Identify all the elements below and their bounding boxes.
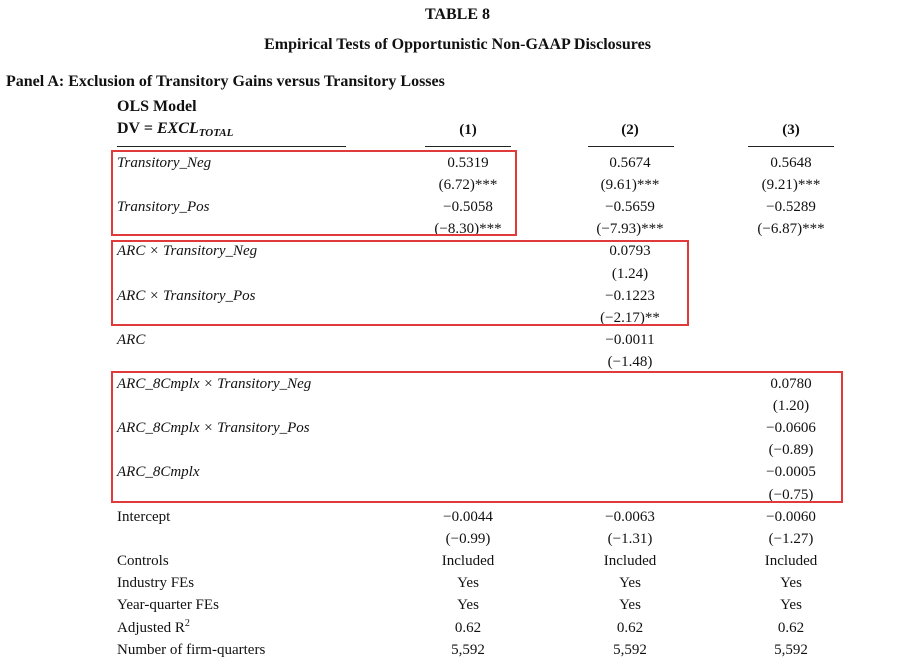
row-label (117, 574, 194, 592)
table-cell-col1: −0.5058 (443, 199, 493, 216)
table-cell-col2: 0.62 (616, 620, 644, 636)
table-cell-col2: Yes (619, 575, 641, 591)
highlight-box-transitory (111, 150, 517, 236)
row-label-text: Year-quarter FEs (117, 597, 219, 613)
table-cell-col3: Yes (780, 597, 802, 613)
table-cell-col2: Included (603, 553, 657, 569)
table-cell-col2: (−1.48) (607, 353, 653, 370)
table-cell-col2: (−2.17)** (600, 309, 660, 326)
table-cell-col1: (6.72)*** (438, 177, 498, 194)
table-cell-col2: Yes (619, 597, 641, 613)
row-label-text: ARC_8Cmplx × Transitory_Pos (117, 420, 310, 437)
row-label-text: ARC_8Cmplx × Transitory_Neg (117, 376, 312, 392)
table-cell-col1: 5,592 (451, 642, 485, 658)
row-label-superscript: 2 (184, 618, 190, 629)
table-cell-col2: −0.5659 (605, 199, 655, 216)
table-cell-col2: 5,592 (613, 642, 647, 658)
table-cell-col1: 0.5319 (447, 155, 489, 171)
table-cell-col3: (9.21)*** (761, 177, 821, 194)
table-cell-col3: −0.0060 (766, 508, 816, 525)
table-cell-col2: (9.61)*** (600, 177, 660, 194)
table-cell-col2: 0.5674 (609, 155, 651, 171)
highlight-box-arc-8cmplx (111, 371, 843, 503)
table-cell-col1: Yes (457, 575, 479, 591)
row-label (117, 596, 219, 614)
row-label-text: Transitory_Neg (117, 155, 212, 171)
table-cell-col1: (−8.30)*** (434, 221, 502, 238)
table-cell-col3: 0.62 (777, 620, 805, 636)
column-header-2: (2) (621, 122, 639, 138)
table-cell-col2: −0.0063 (605, 508, 655, 525)
row-label-text: ARC × Transitory_Neg (117, 243, 258, 260)
table-cell-col1: −0.0044 (443, 508, 493, 525)
table-cell-col1: Included (441, 553, 495, 569)
dv-variable: EXCL (156, 120, 199, 137)
table-cell-col2: (−7.93)*** (596, 221, 664, 238)
header-rule-col1 (425, 146, 511, 147)
table-cell-col2: 0.0793 (609, 243, 651, 260)
dv-label: DV = (117, 120, 157, 137)
table-cell-col3: Included (764, 553, 818, 569)
table-cell-col1: Yes (457, 597, 479, 613)
model-label: OLS Model (117, 98, 197, 115)
table-cell-col3: 5,592 (774, 642, 808, 658)
row-label-text: ARC (117, 331, 146, 348)
table-title: TABLE 8 (424, 6, 491, 23)
table-cell-col1: (−0.99) (445, 530, 491, 547)
row-label-text: ARC_8Cmplx (117, 464, 200, 481)
table-cell-col2: −0.1223 (605, 287, 655, 304)
row-label (117, 619, 190, 639)
table-cell-col3: (1.20) (772, 398, 810, 415)
row-label (117, 508, 170, 526)
panel-title: Panel A: Exclusion of Transitory Gains versus Transitory Losses (6, 73, 445, 90)
header-rule-col2 (588, 146, 674, 147)
column-header-1: (1) (459, 122, 477, 138)
row-label (117, 641, 265, 659)
table-cell-col2: −0.0011 (605, 331, 655, 348)
table-cell-col3: (−1.27) (768, 530, 814, 547)
row-label-text: Adjusted R (117, 620, 185, 636)
table-cell-col3: −0.0005 (766, 464, 816, 481)
row-label (117, 552, 169, 570)
table-cell-col3: −0.5289 (766, 199, 816, 216)
header-rule-label (117, 146, 346, 147)
table-cell-col3: −0.0606 (766, 420, 816, 437)
table-cell-col3: (−0.75) (768, 486, 814, 503)
row-label-text: Number of firm-quarters (117, 642, 266, 658)
table-subtitle: Empirical Tests of Opportunistic Non-GAAP Disclosures (264, 36, 651, 53)
row-label-text: Industry FEs (117, 575, 195, 591)
dv-header (117, 120, 233, 139)
dv-subscript: TOTAL (198, 127, 234, 139)
table-cell-col2: (1.24) (611, 265, 649, 282)
row-label-text: Transitory_Pos (117, 199, 210, 216)
highlight-box-arc (111, 240, 689, 326)
table-cell-col1: 0.62 (454, 620, 482, 636)
row-label-text: ARC × Transitory_Pos (117, 287, 256, 304)
table-cell-col3: 0.5648 (770, 155, 812, 171)
row-label-text: Intercept (117, 508, 171, 525)
row-label-text: Controls (117, 553, 169, 569)
table-cell-col3: 0.0780 (770, 376, 812, 392)
table-cell-col3: (−6.87)*** (757, 221, 825, 238)
table-cell-col3: (−0.89) (768, 442, 814, 459)
table-cell-col2: (−1.31) (607, 530, 653, 547)
table-cell-col3: Yes (780, 575, 802, 591)
row-label (117, 331, 145, 349)
column-header-3: (3) (782, 122, 800, 138)
header-rule-col3 (748, 146, 834, 147)
